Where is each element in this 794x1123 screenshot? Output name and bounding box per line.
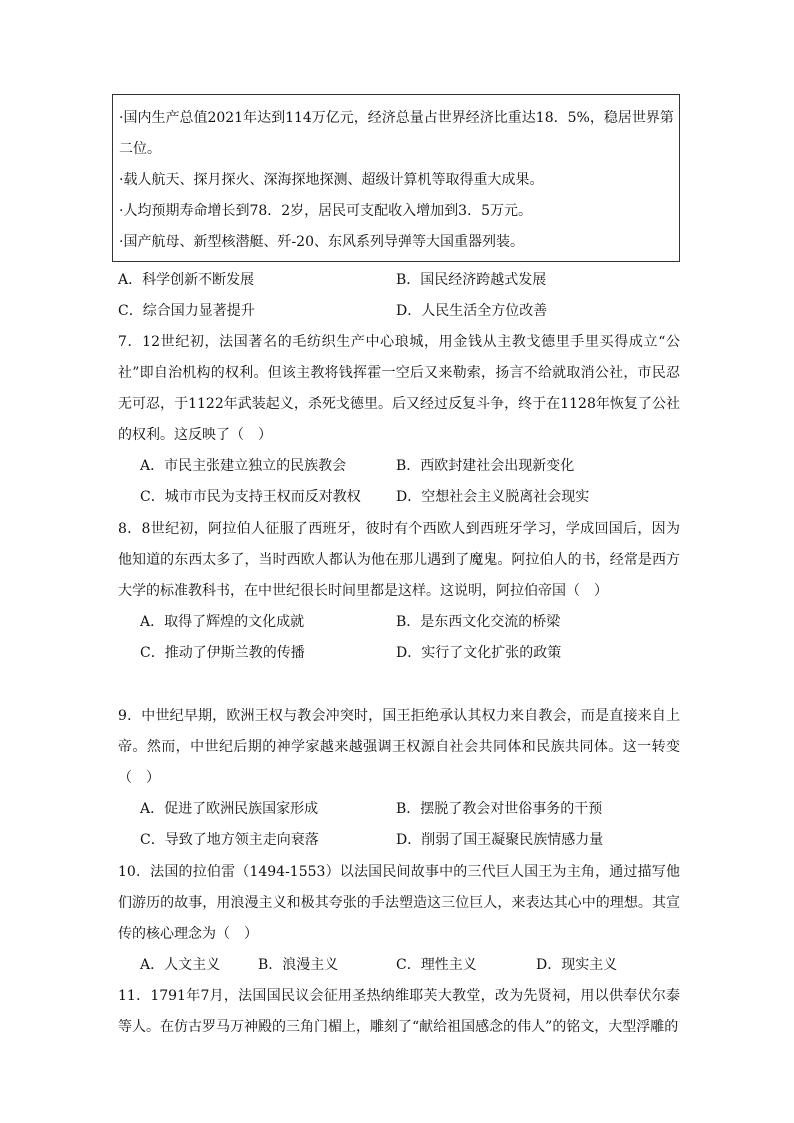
q8-option-b[interactable]: B．是东西文化交流的桥梁 [396,614,561,630]
q9-options [140,794,680,856]
q8-option-a[interactable]: A．取得了辉煌的文化成就 [140,614,305,630]
q10-option-c[interactable]: C．理性主义 [396,957,477,973]
question-9 [118,701,680,856]
q10-option-a[interactable]: A．人文主义 [140,957,221,973]
q10-option-d[interactable]: D．现实主义 [536,957,618,973]
q6-material-line: ·人均预期寿命增长到78．2岁，居民可支配收入增加到3．5万元。 [119,203,532,219]
q6-option-a[interactable]: A．科学创新不断发展 [118,272,255,288]
q7-option-b[interactable]: B．西欧封建社会出现新变化 [396,458,575,474]
q7-option-c[interactable]: C．城市市民为支持王权而反对教权 [140,489,361,505]
q8-stem: 8．8世纪初，阿拉伯人征服了西班牙，彼时有个西欧人到西班牙学习，学成回国后，因为他知道的东西太多了，当时西欧人都认为他在那儿遇到了魔鬼。阿拉伯人的书，经常是西方大学的标准教科书，在中世纪很长时间里都是这样。这说明，阿拉伯帝国（ ） [118,521,680,599]
q6-material-box [112,94,680,262]
q8-option-d[interactable]: D．实行了文化扩张的政策 [396,645,562,661]
q10-option-b[interactable]: B．浪漫主义 [258,957,339,973]
q6-material-line: 二位。 [119,141,161,157]
q10-stem: 10．法国的拉伯雷（1494-1553）以法国民间故事中的三代巨人国王为主角，通过描写他们游历的故事，用浪漫主义和极其夸张的手法塑造这三位巨人，来表达其心中的理想。其宣传的核心理念为（ ） [118,864,680,942]
q7-options [140,451,680,513]
q7-stem: 7．12世纪初，法国著名的毛纺织生产中心琅城，用金钱从主教戈德里手里买得成立“公社”即自治机构的权利。但该主教将钱挥霍一空后又来勒索，扬言不给就取消公社，市民忍无可忍，于1122年武装起义，杀死戈德里。后又经过反复斗争，终于在1128年恢复了公社的权利。这反映了（ ） [118,334,680,443]
q8-options [140,607,680,669]
q6-options [118,265,678,327]
q8-option-c[interactable]: C．推动了伊斯兰教的传播 [140,645,305,661]
q9-stem: 9．中世纪早期，欧洲王权与教会冲突时，国王拒绝承认其权力来自教会，而是直接来自上帝。然而，中世纪后期的神学家越来越强调王权源自社会共同体和民族共同体。这一转变（ ） [118,708,680,786]
q7-option-a[interactable]: A．市民主张建立独立的民族教会 [140,458,347,474]
q6-option-c[interactable]: C．综合国力显著提升 [118,303,255,319]
q9-option-a[interactable]: A．促进了欧洲民族国家形成 [140,801,319,817]
q6-material-line: ·国产航母、新型核潜艇、歼-20、东风系列导弹等大国重器列装。 [119,234,524,250]
question-7 [118,327,680,513]
q6-material-line: ·国内生产总值2021年达到114万亿元，经济总量占世界经济比重达18．5%，稳居世界第 [119,110,674,126]
q6-option-b[interactable]: B．国民经济跨越式发展 [396,272,547,288]
q9-option-c[interactable]: C．导致了地方领主走向衰落 [140,832,319,848]
question-11 [118,981,680,1043]
q11-stem: 11．1791年7月，法国国民议会征用圣热纳维耶芙大教堂，改为先贤祠，用以供奉伏尔泰等人。在仿古罗马万神殿的三角门楣上，雕刻了“献给祖国感念的伟人”的铭文，大型浮雕的 [118,988,680,1035]
q6-option-d[interactable]: D．人民生活全方位改善 [396,303,548,319]
q9-option-b[interactable]: B．摆脱了教会对世俗事务的干预 [396,801,603,817]
q7-option-d[interactable]: D．空想社会主义脱离社会现实 [396,489,590,505]
q6-material-line: ·载人航天、探月探火、深海探地探测、超级计算机等取得重大成果。 [119,172,544,188]
question-10 [118,857,680,981]
question-8 [118,514,680,669]
q10-options [140,950,680,981]
q9-option-d[interactable]: D．削弱了国王凝聚民族情感力量 [396,832,604,848]
